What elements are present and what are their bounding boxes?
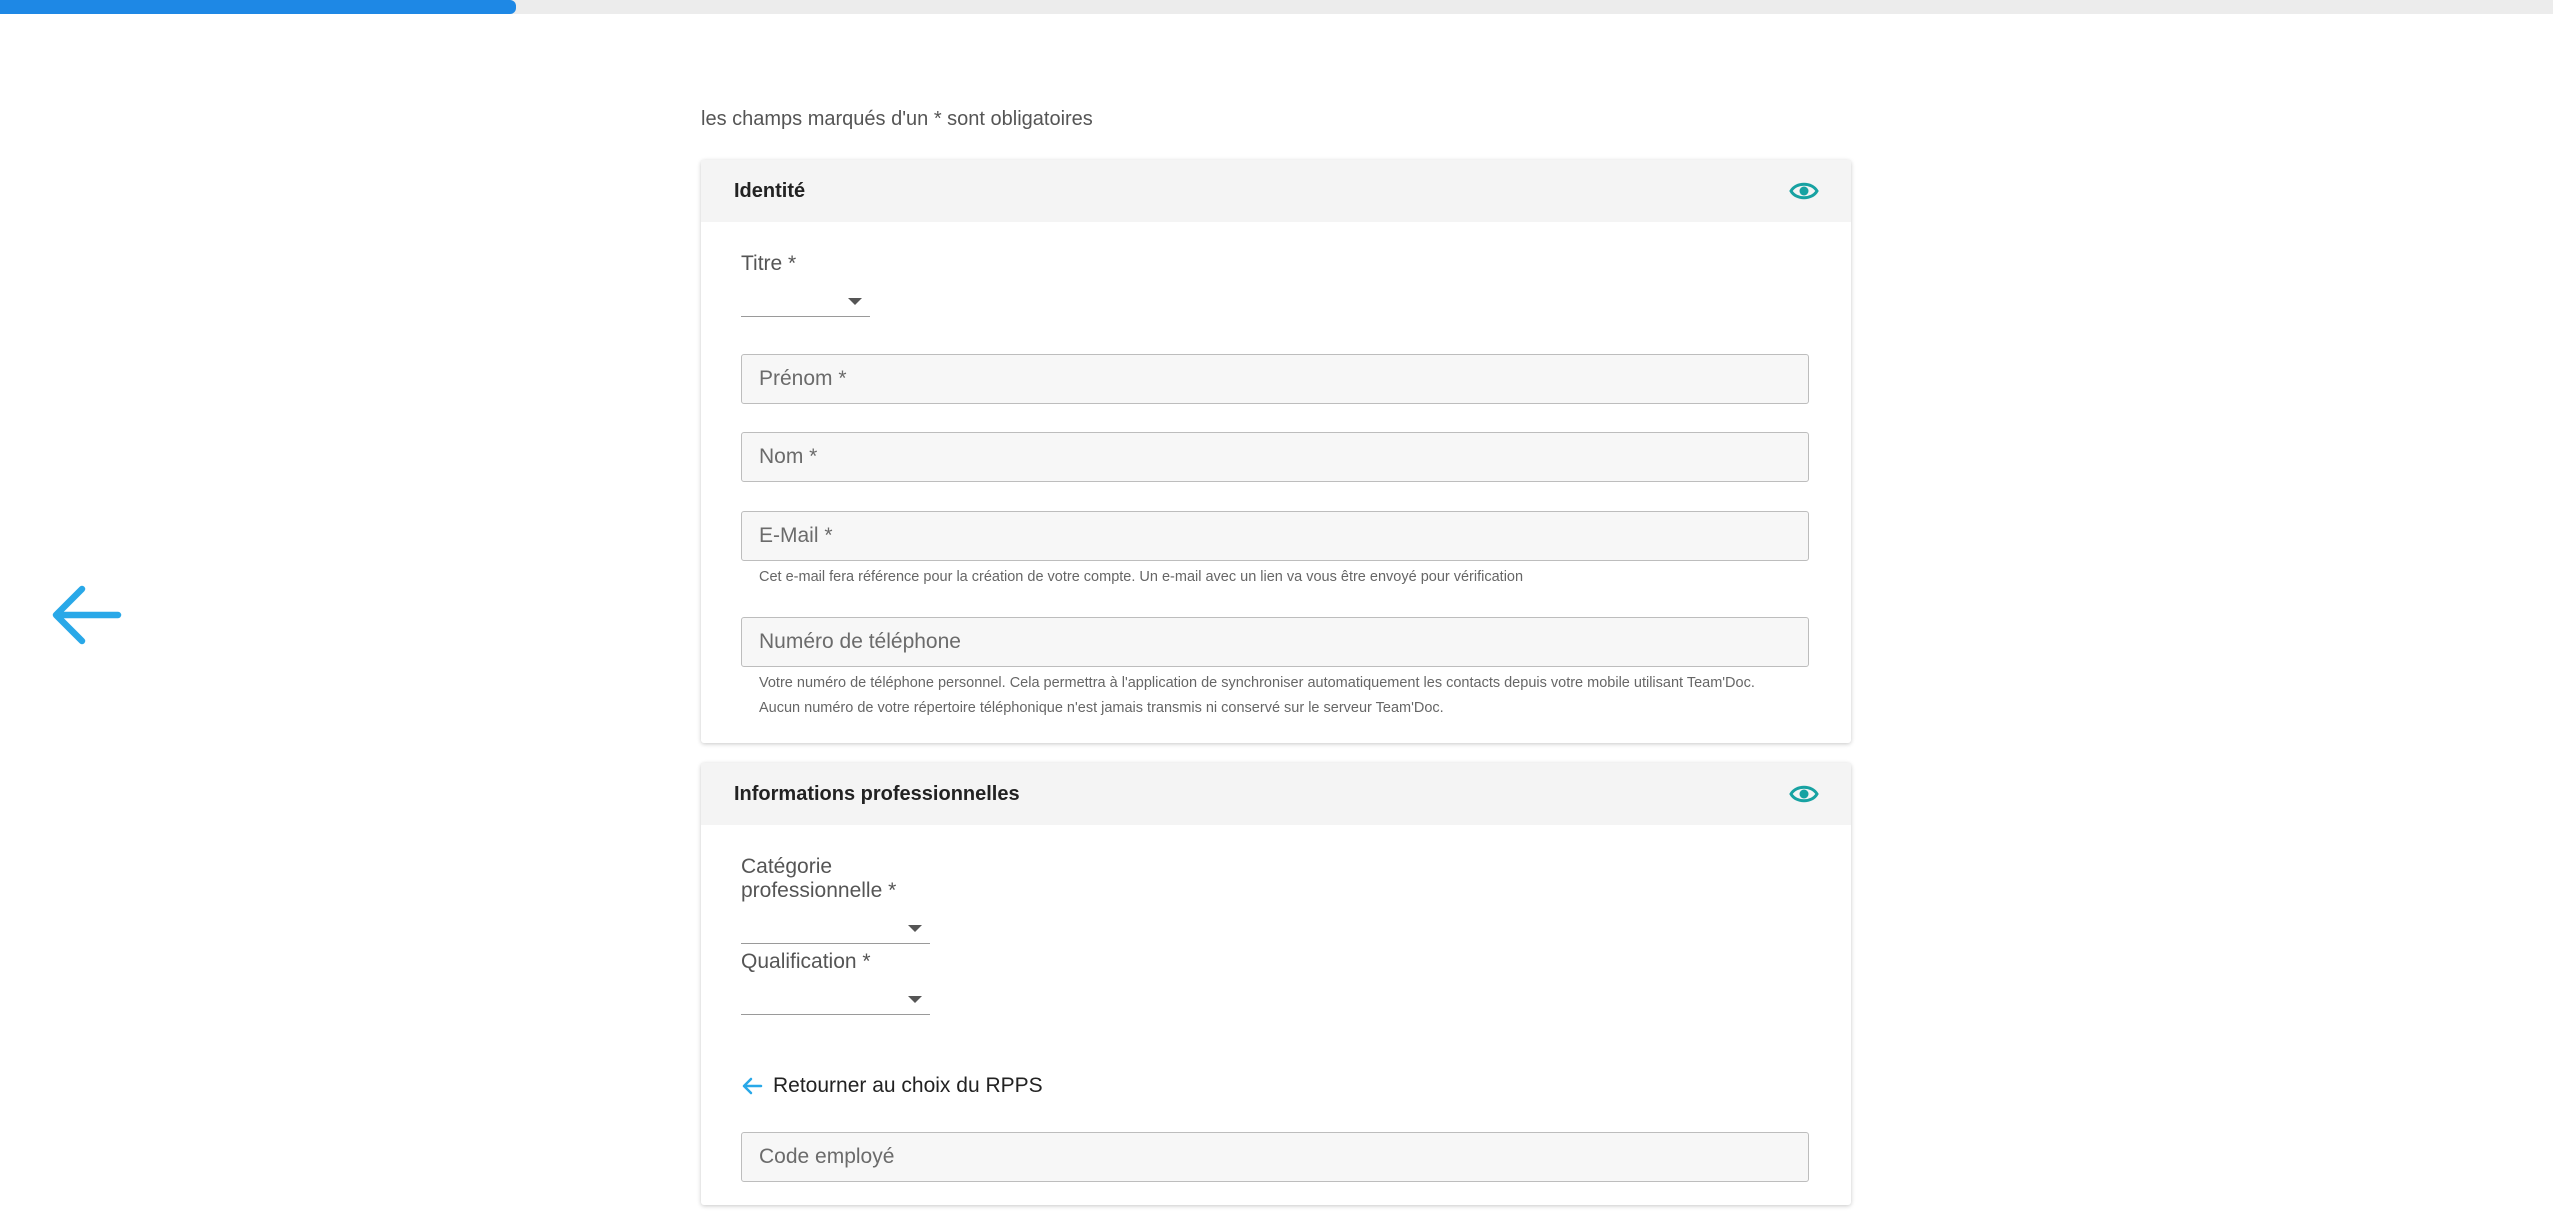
arrow-left-icon	[46, 580, 126, 650]
titre-select[interactable]	[741, 282, 870, 317]
eye-icon[interactable]	[1789, 180, 1819, 202]
professional-info-card	[701, 763, 1851, 1205]
return-rpps-label: Retourner au choix du RPPS	[773, 1074, 1043, 1097]
identity-card-header	[701, 160, 1851, 222]
phone-help-text: Votre numéro de téléphone personnel. Cela permettra à l'application de synchroniser automatiquement les contacts depuis votre mobile utilisant Team'Doc. Aucun numéro de votre répertoire téléphonique n'est jamais transmis ni conservé sur le serveur Team'Doc.	[759, 675, 1755, 716]
professional-card-header	[701, 763, 1851, 825]
back-button[interactable]	[46, 580, 126, 650]
categorie-field	[741, 855, 930, 944]
categorie-select[interactable]	[741, 909, 930, 944]
caret-down-icon	[848, 298, 862, 305]
email-help-text: Cet e-mail fera référence pour la création de votre compte. Un e-mail avec un lien va vous être envoyé pour vérification	[759, 569, 1524, 585]
caret-down-icon	[908, 925, 922, 932]
identity-card-title: Identité	[734, 179, 806, 202]
qualification-field	[741, 950, 930, 1015]
required-fields-note: les champs marqués d'un * sont obligatoires	[701, 108, 1093, 130]
titre-field	[741, 252, 870, 317]
qualification-select[interactable]	[741, 980, 930, 1015]
nom-input[interactable]	[741, 432, 1809, 482]
email-input[interactable]	[741, 511, 1809, 561]
eye-icon[interactable]	[1789, 783, 1819, 805]
return-rpps-link[interactable]	[741, 1074, 1043, 1098]
professional-card-title: Informations professionnelles	[734, 782, 1020, 805]
identity-card	[701, 160, 1851, 743]
caret-down-icon	[908, 996, 922, 1003]
progress-bar	[0, 0, 2553, 14]
titre-label: Titre *	[741, 252, 797, 275]
employee-code-input[interactable]	[741, 1132, 1809, 1182]
arrow-left-icon	[741, 1076, 763, 1096]
qualification-label: Qualification *	[741, 950, 871, 973]
progress-fill	[0, 0, 516, 14]
prenom-input[interactable]	[741, 354, 1809, 404]
phone-input[interactable]	[741, 617, 1809, 667]
categorie-label: Catégorie professionnelle *	[741, 855, 897, 902]
